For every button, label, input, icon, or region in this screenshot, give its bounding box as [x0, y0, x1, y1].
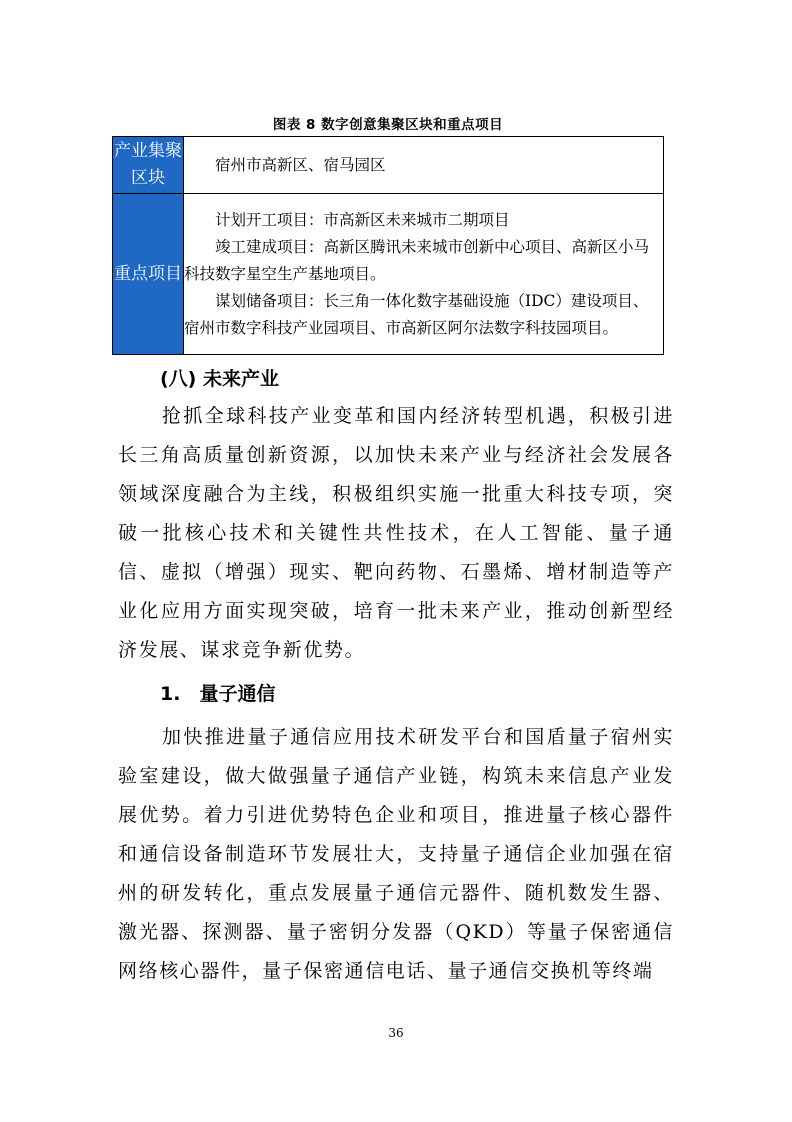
row-header-cluster: 产业集聚区块 — [113, 137, 184, 194]
subsection-heading: 1. 量子通信 — [160, 683, 276, 705]
project-line: 谋划储备项目：长三角一体化数字基础设施（IDC）建设项目、宿州市数字科技产业园项目、市高新区阿尔法数字科技园项目。 — [184, 291, 649, 337]
section-heading: (八) 未来产业 — [160, 368, 279, 390]
body-paragraph: 抢抓全球科技产业变革和国内经济转型机遇，积极引进长三角高质量创新资源，以加快未来产业与经济社会发展各领域深度融合为主线，积极组织实施一批重大科技专项，突破一批核心技术和关键性共性技术，在人工智能、量子通信、虚拟（增强）现实、靶向药物、石墨烯、增材制造等产业化应用方面实现突破，培育一批未来产业，推动创新型经济发展、谋求竞争新优势。 — [118, 405, 674, 661]
row-header-projects: 重点项目 — [113, 194, 184, 355]
projects-cell — [184, 194, 664, 355]
cluster-text: 宿州市高新区、宿马园区 — [215, 155, 386, 174]
cluster-cell — [184, 137, 664, 194]
table-row — [113, 194, 664, 355]
body-paragraph: 加快推进量子通信应用技术研发平台和国盾量子宿州实验室建设，做大做强量子通信产业链，构筑未来信息产业发展优势。着力引进优势特色企业和项目，推进量子核心器件和通信设备制造环节发展壮大，支持量子通信企业加强在宿州的研发转化，重点发展量子通信元器件、随机数发生器、激光器、探测器、量子密钥分发器（QKD）等量子保密通信网络核心器件，量子保密通信电话、量子通信交换机等终端 — [118, 726, 674, 982]
project-line: 计划开工项目：市高新区未来城市二期项目 — [215, 210, 510, 229]
page-number: 36 — [388, 1026, 404, 1040]
project-line: 竣工建成项目：高新区腾讯未来城市创新中心项目、高新区小马科技数字星空生产基地项目。 — [184, 237, 650, 283]
table-row — [113, 137, 664, 194]
table-caption: 图表 8 数字创意集聚区块和重点项目 — [272, 117, 504, 133]
project-table — [112, 136, 664, 355]
